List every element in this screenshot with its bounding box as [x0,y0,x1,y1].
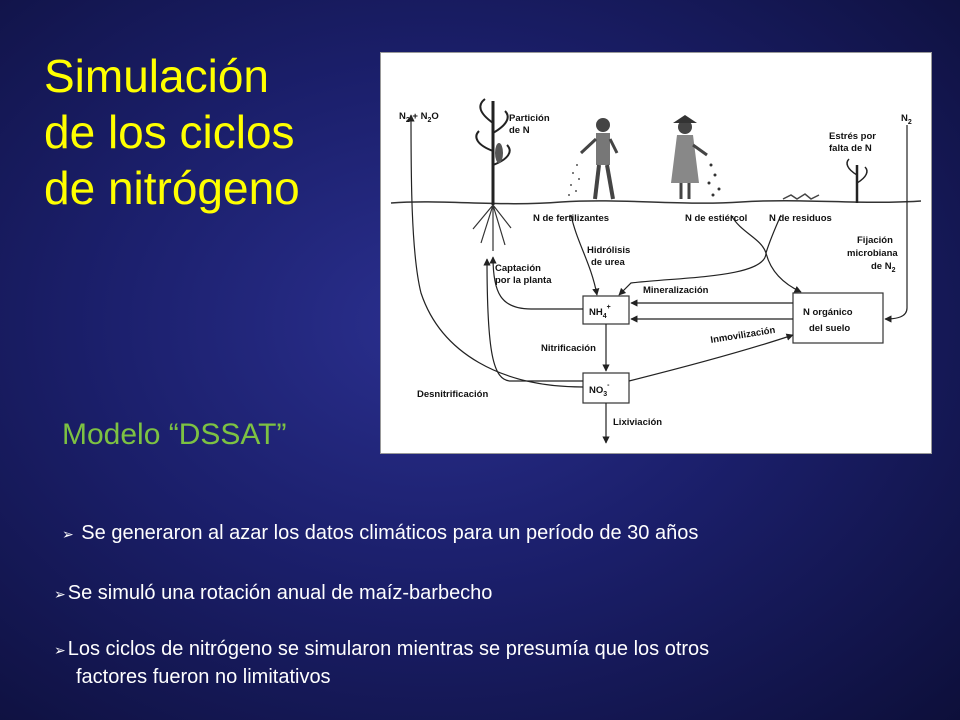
bullet-text-4: factores fueron no limitativos [76,666,331,688]
title-line-1: Simulación [44,50,269,102]
bullet-text-2: Se simuló una rotación anual de maíz-barbecho [67,582,493,604]
label-desnitrificacion: Desnitrificación [417,389,489,400]
label-estres-1: Estrés por [829,131,876,142]
label-n-organico-1: N orgánico [803,307,853,318]
nitrogen-cycle-diagram [380,52,932,454]
farmer-fertilizer-icon [568,118,617,199]
slide-title [44,48,364,216]
nitrogen-cycle-svg [381,53,931,453]
label-n2-right: $N_2$ [901,113,912,126]
bullet-text-1: Se generaron al azar los datos climáticos para un período de 30 años [81,522,699,544]
label-mineralizacion: Mineralización [643,285,709,296]
n-organic-box [793,293,883,343]
label-fijacion-2: microbiana [847,248,898,259]
arrowhead-bullet-icon: ➢ [54,642,66,658]
label-fertilizantes: N de fertilizantes [533,213,610,224]
arrow-merge-to-organic [766,253,801,292]
crop-residue-icon [783,194,819,199]
bullet-item-3 [54,638,709,661]
title-line-3: de nitrógeno [44,162,300,214]
label-captacion-1: Captación [495,263,541,274]
label-particion-1: Partición [509,113,550,124]
label-estres-2: falta de N [829,143,872,154]
arrowhead-bullet-icon: ➢ [54,586,66,602]
label-fijacion-3: de $N_2$ [871,261,896,274]
arrow-n2-fixation [885,125,907,319]
corn-plant-icon [473,99,511,251]
label-particion-2: de N [509,125,530,136]
soil-surface-line [391,201,921,204]
label-residuos: N de residuos [769,213,832,224]
model-subtitle: Modelo “DSSAT” [62,418,287,451]
stressed-plant-icon [847,159,867,203]
bullet-item-2 [54,582,492,605]
label-nitrificacion: Nitrificación [541,343,596,354]
farmer-manure-icon [671,115,721,199]
label-n-organico-2: del suelo [809,323,851,334]
label-estiercol: N de estiércol [685,213,748,224]
label-hidrolisis-1: Hidrólisis [587,245,631,256]
bullet-item-1 [62,522,698,545]
label-n2-n2o: $N_2 + N_2O$ [399,111,439,124]
bullet-text-3: Los ciclos de nitrógeno se simularon mientras se presumía que los otros [67,638,710,660]
label-hidrolisis-2: de urea [591,257,625,268]
label-inmovilizacion: Inmovilización [709,324,777,346]
label-captacion-2: por la planta [495,275,552,286]
label-fijacion-1: Fijación [857,235,893,246]
label-no3: $NO_3^-$ [589,382,610,398]
label-lixiviacion: Lixiviación [613,417,663,428]
bullet-item-3-continued [76,666,331,689]
title-line-2: de los ciclos [44,106,295,158]
label-nh4: $NH_4^+$ [589,304,611,320]
arrowhead-bullet-icon: ➢ [62,526,74,542]
